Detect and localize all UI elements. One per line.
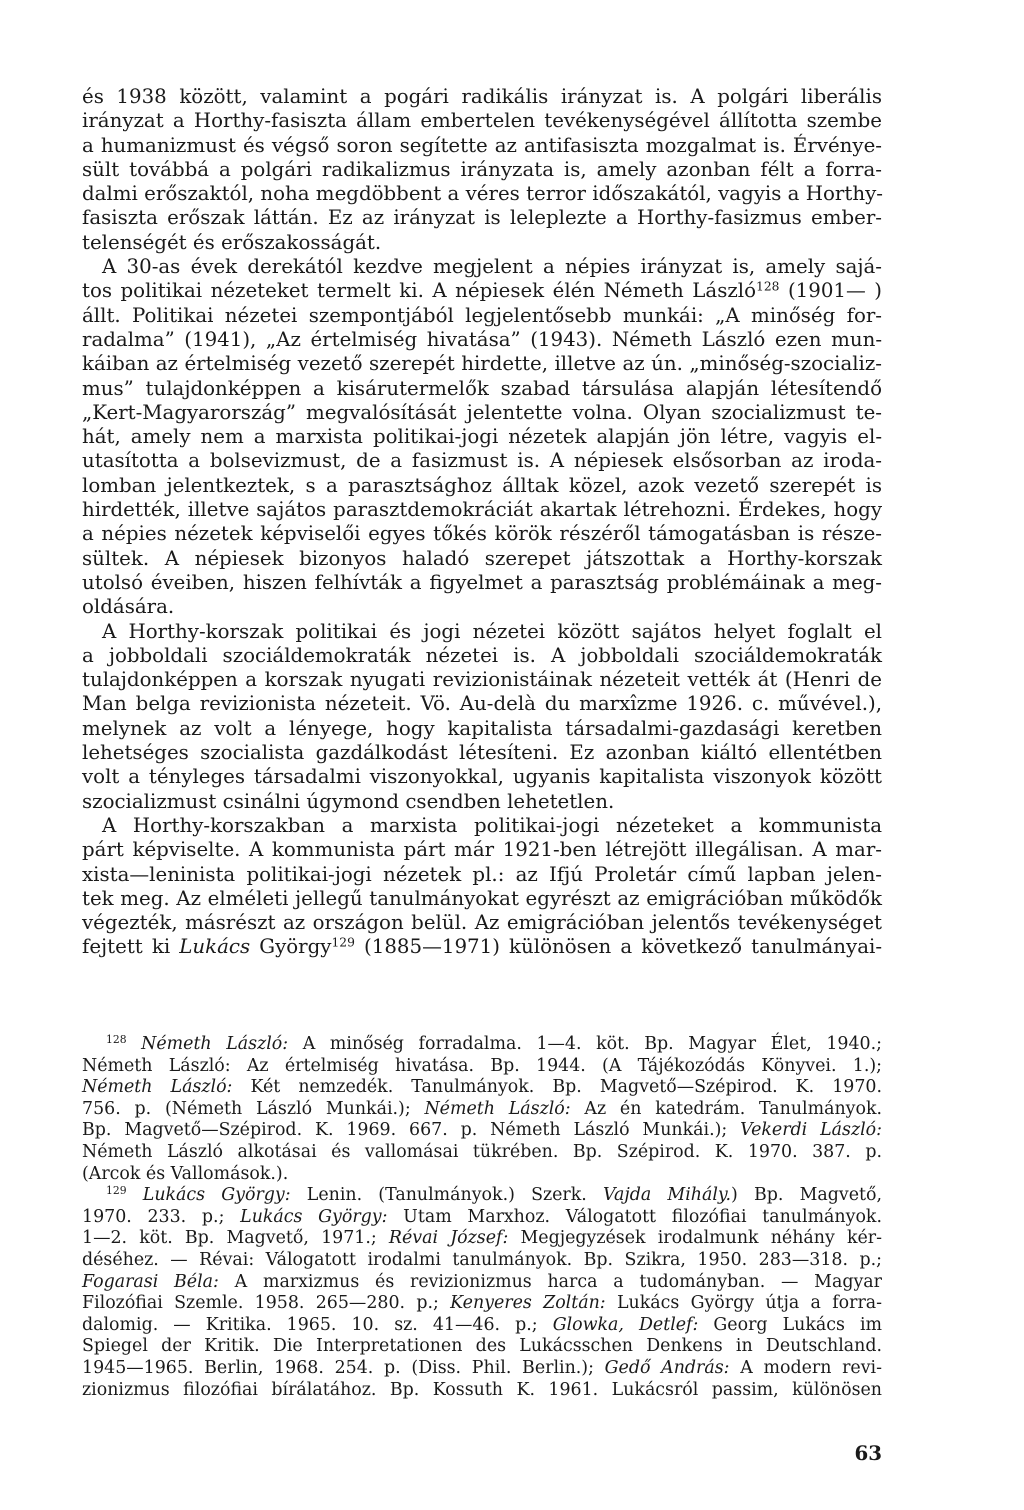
footnote-text: Spiegel der Kritik. Die Interpretationen des Lukácsschen Denkens in Deutschland. [82, 1336, 882, 1357]
cited-author: Fogarasi Béla: [82, 1271, 219, 1292]
footnote-text: 1970. 233. p.; [82, 1206, 241, 1227]
text-line: lomban jelentkeztek, s a parasztsághoz álltak közel, azok vezető szerepét is [82, 473, 882, 497]
text-line: fasiszta erőszak láttán. Ez az irányzat is leleplezte a Horthy-fasizmus ember- [82, 206, 882, 230]
text-run: (1901— ) [779, 279, 882, 303]
text-line: a jobboldali szociáldemokraták nézetei is. A jobboldali szociáldemokraták [82, 643, 882, 667]
footnote-text: Németh László: Az értelmiség hivatása. Bp. 1944. (A Tájékozódás Könyvei. 1.); [82, 1055, 882, 1076]
text-run: György [250, 935, 332, 959]
text-line: A Horthy-korszak politikai és jogi nézetei között sajátos helyet foglalt el [102, 619, 882, 643]
footnote-ref: 129 [331, 935, 355, 950]
text-line: tek meg. Az elméleti jellegű tanulmányokat egyrészt az emigrációban működők [82, 886, 882, 910]
text-line: a népies nézetek képviselői egyes tőkés körök részéről támogatásban is része- [82, 522, 882, 546]
cited-author: Vajda Mihály. [603, 1185, 731, 1206]
footnote-text: 1945—1965. Berlin, 1968. 254. p. (Diss. Phil. Berlin.); [82, 1357, 605, 1378]
footnote-text: 1—2. köt. Bp. Magvető, 1971.; [82, 1228, 389, 1249]
text-run: (1885—1971) különösen a következő tanulmányai- [354, 935, 882, 959]
text-line: melynek az volt a lényege, hogy kapitalista társadalmi-gazdasági keretben [82, 716, 882, 740]
cited-author: Lukács György: [240, 1206, 388, 1227]
text-line: hirdették, illetve sajátos parasztdemokráciát akartak létrehozni. Érdekes, hogy [82, 498, 882, 522]
footnote-text: Bp. Magvető—Szépirod. K. 1969. 667. p. Németh László Munkái.); [82, 1120, 741, 1141]
footnote-number: 128 [106, 1033, 127, 1047]
cited-author: Németh László: [82, 1077, 233, 1098]
footnote-text: Lukács György útja a forra- [605, 1293, 882, 1314]
footnote-text: 756. p. (Németh László Munkái.); [82, 1098, 425, 1119]
text-line: utolsó éveiben, hiszen felhívták a figyelmet a parasztság problémáinak a meg- [82, 570, 882, 594]
main-text [82, 85, 882, 960]
text-line: A Horthy-korszakban a marxista politikai-jogi nézeteket a kommunista [102, 813, 882, 837]
footnote-line [82, 1315, 882, 1337]
text-line: párt képviselte. A kommunista párt már 1921-ben létrejött illegálisan. A mar- [82, 838, 882, 862]
cited-author: Németh László: [424, 1098, 571, 1119]
text-line: telenségét és erőszakosságát. [82, 230, 382, 254]
footnote-line [82, 1228, 882, 1250]
footnote-text: déséhez. — Révai: Válogatott irodalmi tanulmányok. Bp. Szikra, 1950. 283—318. p.; [82, 1249, 882, 1270]
text-line [82, 279, 882, 303]
text-line: irányzat a Horthy-fasiszta állam embertelen tevékenységével állította szembe [82, 109, 882, 133]
text-line: Man belga revizionista nézeteit. Vö. Au-delà du marxîzme 1926. c. művével.), [82, 692, 882, 716]
text-line: a humanizmust és végső soron segítette az antifasiszta mozgalmat is. Érvénye- [82, 133, 882, 157]
cited-author: Vekerdi László: [740, 1120, 882, 1141]
text-line: dalmi erőszaktól, noha megdöbbent a véres terror időszakától, vagyis a Horthy- [82, 182, 883, 206]
text-line: A 30-as évek derekától kezdve megjelent a népies irányzat is, amely sajá- [102, 255, 882, 279]
footnote-line [82, 1099, 882, 1121]
text-line: végezték, másrészt az országon belül. Az emigrációban jelentős tevékenységet [82, 911, 882, 935]
text-line: xista—leninista politikai-jogi nézetek pl.: az Ifjú Proletár című lapban jelen- [82, 862, 882, 886]
text-line: mus” tulajdonképpen a kisárutermelők szabad társulása alapján létesítendő [82, 376, 882, 400]
cited-author: Gedő András: [604, 1357, 730, 1378]
text-line: lehetséges szocialista gazdálkodást létesíteni. Ez azonban kiáltó ellentétben [82, 741, 882, 765]
footnote-text: ) Bp. Magvető, [730, 1185, 883, 1206]
footnote-text: zionizmus filozófiai bírálatához. Bp. Kossuth K. 1961. Lukácsról passim, különösen [82, 1379, 882, 1400]
footnote-line [82, 1142, 882, 1164]
footnote-text: Georg Lukács im [698, 1314, 882, 1335]
text-line: oldására. [82, 595, 175, 619]
cited-author: Kenyeres Zoltán: [450, 1293, 606, 1314]
cited-author: Révai József: [388, 1228, 509, 1249]
text-line: volt a tényleges társadalmi viszonyokkal, ugyanis kapitalista viszonyok között [82, 765, 882, 789]
text-line: sültek. A népiesek bizonyos haladó szerepet játszottak a Horthy-korszak [82, 546, 882, 570]
text-line: sült továbbá a polgári radikalizmus irányzata is, amely azonban félt a forra- [82, 157, 882, 181]
text-line: tulajdonképpen a korszak nyugati revizionistáinak nézeteit vették át (Henri de [82, 668, 882, 692]
cited-author: Glowka, Detlef: [552, 1314, 699, 1335]
author-name: Lukács [179, 935, 251, 959]
footnote-line [82, 1056, 882, 1078]
footnotes [82, 1034, 882, 1401]
footnote-line [82, 1164, 882, 1186]
footnote-text: Az én katedrám. Tanulmányok. [570, 1098, 883, 1119]
footnote-text: A modern revi- [729, 1357, 882, 1378]
cited-author: Németh László: [141, 1034, 289, 1054]
text-line: hát, amely nem a marxista politikai-jogi nézetek alapján jön létre, vagyis el- [82, 425, 882, 449]
footnote-line [82, 1120, 882, 1142]
footnote-number: 129 [106, 1184, 127, 1198]
footnote-text: Két nemzedék. Tanulmányok. Bp. Magvető—Szépirod. K. 1970. [232, 1077, 882, 1098]
footnote-line [82, 1336, 882, 1358]
text-line [82, 935, 882, 959]
footnote-text: Utam Marxhoz. Válogatott filozófiai tanulmányok. [387, 1206, 882, 1227]
text-line: állt. Politikai nézetei szempontjából legjelentősebb munkái: „A minőség for- [82, 303, 882, 327]
footnote-text: (Arcok és Vallomások.). [82, 1163, 289, 1184]
text-line: szocializmust csinálni úgymond csendben lehetetlen. [82, 789, 615, 813]
footnote-line [82, 1272, 882, 1294]
footnote-ref: 128 [756, 279, 780, 294]
text-run: fejtett ki [82, 935, 180, 959]
footnote-text [127, 1185, 143, 1205]
footnote-line [82, 1034, 882, 1056]
text-line: káiban az értelmiség vezető szerepét hirdette, illetve az ún. „minőség-szocializ- [82, 352, 882, 376]
footnote-text: dalomig. — Kritika. 1965. 10. sz. 41—46. p.; [82, 1314, 553, 1335]
footnote-line [82, 1358, 882, 1380]
footnote-line [82, 1185, 882, 1207]
footnote-line [82, 1293, 882, 1315]
footnote-text: A minőség forradalma. 1—4. köt. Bp. Magyar Élet, 1940.; [288, 1034, 882, 1054]
cited-author: Lukács György: [142, 1185, 291, 1206]
footnote-text: Németh László alkotásai és vallomásai tükrében. Bp. Szépirod. K. 1970. 387. p. [82, 1141, 882, 1162]
footnote-text [127, 1034, 142, 1054]
footnote-text: A marxizmus és revizionizmus harca a tudományban. — Magyar [218, 1271, 882, 1292]
footnote-text: Megjegyzések irodalmunk néhány kér- [508, 1228, 882, 1249]
text-run: tos politikai nézeteket termelt ki. A népiesek élén Németh László [82, 279, 757, 303]
footnote-text: Filozófiai Szemle. 1958. 265—280. p.; [82, 1293, 451, 1314]
text-line: és 1938 között, valamint a pogári radikális irányzat is. A polgári liberális [82, 85, 882, 108]
footnote-text: Lenin. (Tanulmányok.) Szerk. [290, 1185, 604, 1206]
footnote-line [82, 1077, 882, 1099]
page-number: 63 [854, 1441, 882, 1465]
text-line: „Kert-Magyarország” megvalósítását jelentette volna. Olyan szocializmust te- [82, 400, 882, 424]
footnote-line [82, 1380, 882, 1402]
footnote-line [82, 1250, 882, 1272]
footnote-line [82, 1207, 882, 1229]
text-line: radalma” (1941), „Az értelmiség hivatása” (1943). Németh László ezen mun- [82, 327, 882, 351]
text-line: utasította a bolsevizmust, de a fasizmust is. A népiesek elsősorban az iroda- [82, 449, 882, 473]
